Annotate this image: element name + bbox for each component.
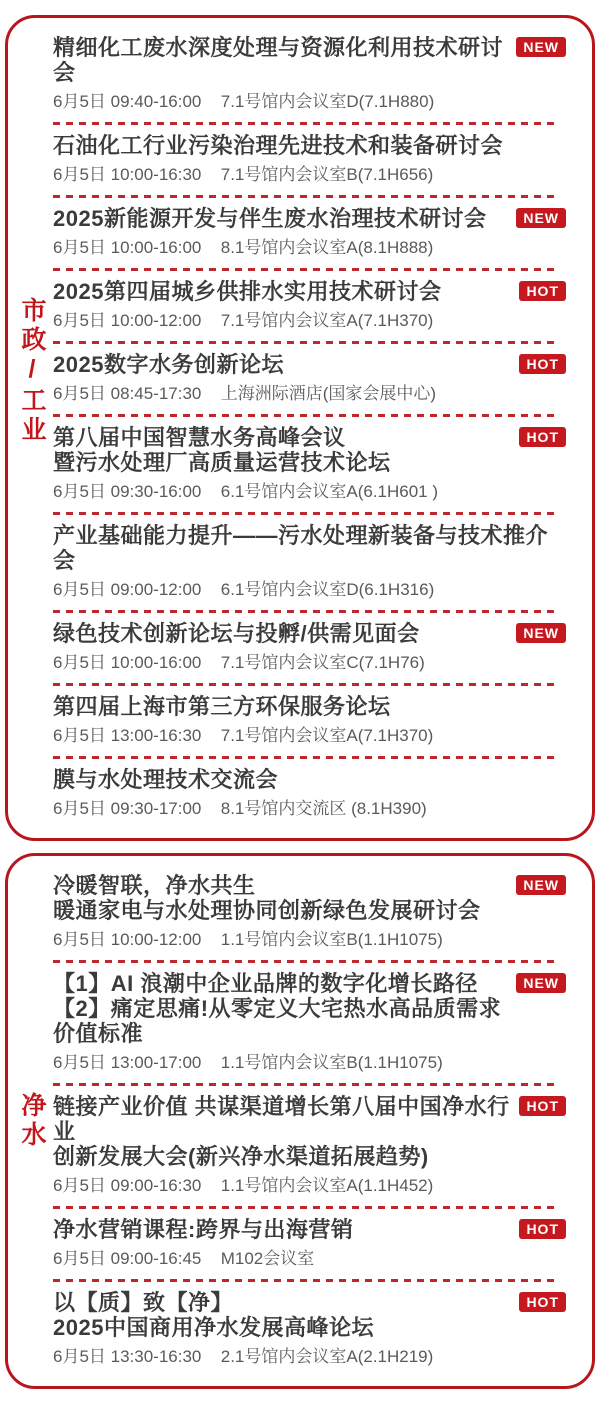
event-time: 6月5日 10:00-16:30 [53,165,202,184]
event-title [53,133,566,158]
event-meta [53,724,566,747]
event-venue: 7.1号馆内会议室B(7.1H656) [220,165,434,184]
event-venue: 7.1号馆内会议室D(7.1H880) [220,92,435,111]
event-badge-hot: HOT [519,281,566,301]
event-badge-hot: HOT [519,1292,566,1312]
event-venue: 7.1号馆内会议室A(7.1H370) [220,726,434,745]
event-time: 6月5日 10:00-12:00 [53,930,202,949]
event-time: 6月5日 09:30-16:00 [53,482,202,501]
event-time: 6月5日 09:30-17:00 [53,799,202,818]
event-title [53,971,508,1046]
event-title-line: 精细化工废水深度处理与资源化利用技术研讨会 [53,35,504,85]
event-badge-hot: HOT [519,427,566,447]
event-badge-new: NEW [516,875,566,895]
event-item [53,1086,566,1206]
event-venue: 1.1号馆内会议室B(1.1H1075) [220,1053,443,1072]
event-list [53,865,566,1377]
event-head [53,694,566,719]
event-badge-hot: HOT [519,1096,566,1116]
event-meta [53,928,566,951]
event-meta [53,651,566,674]
event-title-line: 【1】AI 浪潮中企业品牌的数字化增长路径 [53,971,478,996]
event-venue: 上海洲际酒店(国家会展中心) [220,384,437,403]
event-title-line: 净水营销课程:跨界与出海营销 [53,1217,354,1242]
event-time: 6月5日 10:00-16:00 [53,238,202,257]
event-title [53,767,566,792]
event-item [53,1209,566,1279]
event-title [53,1094,511,1169]
event-title [53,279,511,304]
event-title-line: 【2】痛定思痛!从零定义大宅热水高品质需求价值标准 [53,996,502,1046]
event-meta [53,236,566,259]
event-meta [53,90,566,113]
event-title-line: 暨污水处理厂高质量运营技术论坛 [53,450,391,475]
event-meta [53,163,566,186]
event-title-line: 产业基础能力提升——污水处理新装备与技术推介会 [53,523,549,573]
section-water-purification [5,853,595,1389]
event-venue: 2.1号馆内会议室A(2.1H219) [220,1347,434,1366]
event-meta [53,797,566,820]
section-municipal-industrial [5,15,595,841]
event-head [53,206,566,231]
event-venue: 7.1号馆内会议室C(7.1H76) [220,653,425,672]
event-head [53,1290,566,1340]
event-venue: 1.1号馆内会议室B(1.1H1075) [220,930,443,949]
event-item [53,271,566,341]
section-label-water-purification: 净水 [18,1092,46,1150]
event-meta [53,1051,566,1074]
event-title [53,206,508,231]
event-badge-new: NEW [516,208,566,228]
event-head [53,873,566,923]
event-time: 6月5日 13:00-17:00 [53,1053,202,1072]
event-title [53,1217,511,1242]
event-venue: 1.1号馆内会议室A(1.1H452) [220,1176,434,1195]
event-title [53,621,508,646]
event-title [53,523,566,573]
event-time: 6月5日 08:45-17:30 [53,384,202,403]
event-title-line: 2025第四届城乡供排水实用技术研讨会 [53,279,442,304]
event-title-line: 第四届上海市第三方环保服务论坛 [53,694,391,719]
event-item [53,759,566,829]
event-venue: 8.1号馆内会议室A(8.1H888) [220,238,434,257]
event-time: 6月5日 09:00-16:45 [53,1249,202,1268]
event-title-line: 2025数字水务创新论坛 [53,352,284,377]
event-time: 6月5日 09:40-16:00 [53,92,202,111]
event-badge-hot: HOT [519,354,566,374]
event-meta [53,1345,566,1368]
event-time: 6月5日 10:00-12:00 [53,311,202,330]
event-venue: 6.1号馆内会议室A(6.1H601 ) [220,482,439,501]
event-title [53,1290,511,1340]
event-title [53,35,508,85]
event-item [53,198,566,268]
event-time: 6月5日 10:00-16:00 [53,653,202,672]
event-badge-new: NEW [516,623,566,643]
event-title [53,352,511,377]
event-title-line: 创新发展大会(新兴净水渠道拓展趋势) [53,1144,429,1169]
section-label-municipal-industrial: 市政/工业 [18,296,46,445]
event-time: 6月5日 13:00-16:30 [53,726,202,745]
event-item [53,613,566,683]
event-time: 6月5日 13:30-16:30 [53,1347,202,1366]
event-venue: M102会议室 [220,1249,315,1268]
event-time: 6月5日 09:00-16:30 [53,1176,202,1195]
event-venue: 7.1号馆内会议室A(7.1H370) [220,311,434,330]
event-item [53,865,566,960]
event-badge-new: NEW [516,37,566,57]
event-head [53,971,566,1046]
event-item [53,515,566,610]
event-title-line: 2025中国商用净水发展高峰论坛 [53,1315,374,1340]
event-title-line: 膜与水处理技术交流会 [53,767,279,792]
event-head [53,133,566,158]
event-title-line: 以【质】致【净】 [53,1290,234,1315]
event-venue: 8.1号馆内交流区 (8.1H390) [220,799,427,818]
event-time: 6月5日 09:00-12:00 [53,580,202,599]
event-title-line: 暖通家电与水处理协同创新绿色发展研讨会 [53,898,481,923]
event-meta [53,309,566,332]
event-head [53,1094,566,1169]
event-list [53,27,566,829]
event-title [53,873,508,923]
event-item [53,963,566,1083]
event-title [53,694,566,719]
event-badge-new: NEW [516,973,566,993]
event-title [53,425,511,475]
event-item [53,417,566,512]
event-head [53,35,566,85]
event-item [53,344,566,414]
event-head [53,279,566,304]
event-head [53,1217,566,1242]
event-venue: 6.1号馆内会议室D(6.1H316) [220,580,435,599]
event-head [53,352,566,377]
event-title-line: 石油化工行业污染治理先进技术和装备研讨会 [53,133,504,158]
event-item [53,1282,566,1377]
event-meta [53,578,566,601]
event-item [53,686,566,756]
event-meta [53,1174,566,1197]
event-title-line: 链接产业价值 共谋渠道增长第八届中国净水行业 [53,1094,510,1144]
event-item [53,125,566,195]
event-meta [53,382,566,405]
event-meta [53,480,566,503]
event-head [53,425,566,475]
event-title-line: 冷暖智联，净水共生 [53,873,256,898]
event-title-line: 绿色技术创新论坛与投孵/供需见面会 [53,621,420,646]
event-title-line: 第八届中国智慧水务高峰会议 [53,425,346,450]
event-head [53,523,566,573]
event-title-line: 2025新能源开发与伴生废水治理技术研讨会 [53,206,487,231]
event-meta [53,1247,566,1270]
event-badge-hot: HOT [519,1219,566,1239]
event-item [53,27,566,122]
event-head [53,621,566,646]
event-head [53,767,566,792]
